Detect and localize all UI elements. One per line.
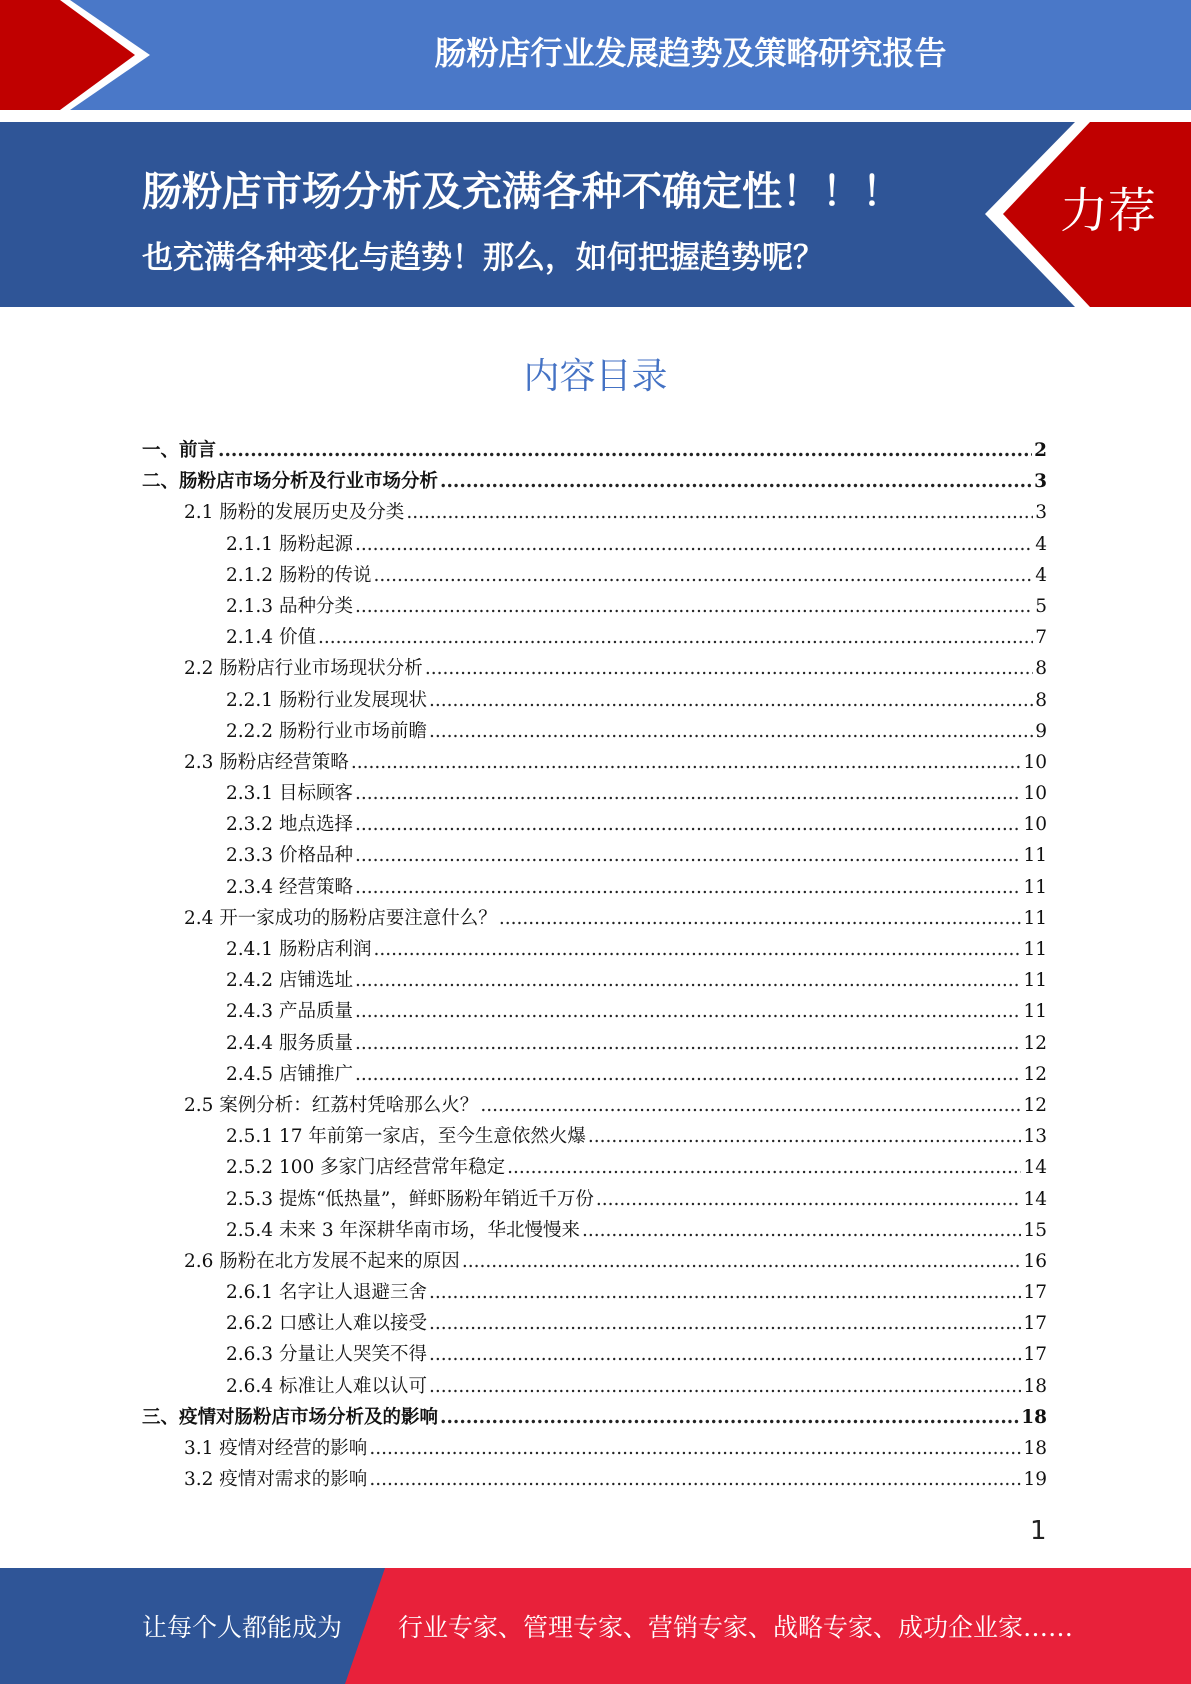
toc-entry[interactable] — [142, 1028, 1047, 1059]
toc-entry-page: 7 — [1035, 627, 1047, 649]
toc-dot-leader — [425, 653, 1033, 684]
toc-entry-label: 2.1.4 价值 — [226, 627, 316, 649]
toc-entry-page: 10 — [1023, 751, 1047, 773]
toc-entry-page: 11 — [1023, 907, 1047, 929]
recommend-badge: 力荐 — [1060, 183, 1157, 239]
toc-dot-leader — [588, 1121, 1022, 1152]
toc-entry-label: 2.5.3 提炼“低热量”，鲜虾肠粉年销近千万份 — [226, 1188, 594, 1210]
toc-dot-leader — [429, 1277, 1021, 1308]
toc-dot-leader — [507, 1152, 1021, 1183]
toc-entry-label: 2.6.1 名字让人退避三舍 — [226, 1282, 427, 1304]
toc-entry-page: 13 — [1023, 1126, 1047, 1148]
toc-entry-label: 三、疫情对肠粉店市场分析及的影响 — [142, 1406, 439, 1428]
toc-entry-page: 12 — [1023, 1063, 1047, 1085]
toc-entry-label: 2.2 肠粉店行业市场现状分析 — [184, 658, 423, 680]
toc-entry-page: 4 — [1035, 564, 1047, 586]
toc-entry[interactable] — [142, 1215, 1047, 1246]
toc-entry[interactable] — [142, 1184, 1047, 1215]
toc-entry-page: 11 — [1023, 845, 1047, 867]
toc-entry-label: 3.1 疫情对经营的影响 — [184, 1438, 368, 1459]
toc-dot-leader — [429, 1339, 1021, 1370]
toc-entry-label: 2.4 开一家成功的肠粉店要注意什么？ — [184, 907, 497, 929]
toc-entry[interactable] — [142, 934, 1047, 965]
toc-dot-leader — [440, 1402, 1019, 1433]
toc-entry-label: 2.5.2 100 多家门店经营常年稳定 — [226, 1157, 506, 1179]
toc-dot-leader — [355, 840, 1022, 871]
toc-dot-leader — [429, 1371, 1021, 1402]
toc-entry-page: 14 — [1023, 1188, 1047, 1210]
toc-entry-page: 12 — [1023, 1094, 1047, 1116]
toc-entry[interactable] — [142, 996, 1047, 1027]
toc-entry-label: 2.6.3 分量让人哭笑不得 — [226, 1344, 427, 1366]
toc-entry-label: 2.3.4 经营策略 — [226, 876, 353, 898]
toc-entry-page: 18 — [1023, 1438, 1047, 1459]
toc-entry-page: 10 — [1023, 814, 1047, 836]
toc-entry-page: 3 — [1034, 471, 1047, 493]
toc-entry-label: 2.2.1 肠粉行业发展现状 — [226, 689, 427, 711]
toc-entry[interactable] — [142, 1339, 1047, 1370]
toc-entry-page: 9 — [1035, 720, 1047, 742]
toc-dot-leader — [429, 685, 1033, 716]
toc-entry-label: 2.4.5 店铺推广 — [226, 1063, 353, 1085]
toc-dot-leader — [355, 1028, 1022, 1059]
toc-entry-page: 17 — [1023, 1344, 1047, 1366]
toc-entry-label: 2.4.1 肠粉店利润 — [226, 939, 372, 960]
toc-entry-label: 2.5.1 17 年前第一家店，至今生意依然火爆 — [226, 1126, 586, 1148]
toc-entry[interactable] — [142, 685, 1047, 716]
toc-dot-leader — [218, 435, 1032, 466]
banner-headline: 肠粉店市场分析及充满各种不确定性！！！ — [142, 169, 902, 215]
toc-entry[interactable] — [142, 903, 1047, 934]
toc-entry-label: 2.3 肠粉店经营策略 — [184, 751, 349, 773]
toc-entry-label: 2.6.4 标准让人难以认可 — [226, 1375, 427, 1397]
toc-entry-page: 5 — [1035, 595, 1047, 617]
toc-dot-leader — [355, 591, 1033, 622]
toc-dot-leader — [355, 965, 1022, 996]
toc-entry-page: 12 — [1023, 1032, 1047, 1054]
toc-entry-label: 2.5 案例分析：红荔村凭啥那么火？ — [184, 1094, 479, 1116]
toc-entry[interactable] — [142, 872, 1047, 903]
page-number: 1 — [1030, 1516, 1047, 1546]
toc-dot-leader — [369, 1464, 1021, 1495]
toc-entry-page: 11 — [1023, 939, 1047, 960]
toc-entry[interactable] — [142, 716, 1047, 747]
toc-entry[interactable] — [142, 747, 1047, 778]
toc-entry-page: 16 — [1023, 1250, 1047, 1272]
toc-dot-leader — [440, 466, 1032, 497]
toc-entry[interactable] — [142, 1277, 1047, 1308]
toc-dot-leader — [355, 529, 1033, 560]
toc-entry[interactable] — [142, 591, 1047, 622]
toc-entry[interactable] — [142, 653, 1047, 684]
toc-dot-leader — [355, 996, 1022, 1027]
toc-entry-page: 2 — [1034, 440, 1047, 461]
toc-dot-leader — [582, 1215, 1021, 1246]
toc-entry-page: 14 — [1023, 1157, 1047, 1179]
toc-entry-label: 2.1.1 肠粉起源 — [226, 533, 353, 555]
toc-dot-leader — [429, 1308, 1021, 1339]
footer-bar — [0, 1568, 1191, 1684]
toc-title: 内容目录 — [523, 356, 668, 397]
toc-entry-label: 二、肠粉店市场分析及行业市场分析 — [142, 471, 439, 493]
toc-entry[interactable] — [142, 529, 1047, 560]
banner-subheadline: 也充满各种变化与趋势！那么，如何把握趋势呢？ — [142, 240, 824, 276]
toc-dot-leader — [596, 1184, 1022, 1215]
toc-dot-leader — [355, 809, 1022, 840]
toc-entry[interactable] — [142, 622, 1047, 653]
toc-entry-page: 10 — [1023, 783, 1047, 805]
toc-entry[interactable] — [142, 1371, 1047, 1402]
toc-dot-leader — [373, 934, 1021, 965]
toc-dot-leader — [355, 1059, 1022, 1090]
toc-entry[interactable] — [142, 1433, 1047, 1464]
toc-entry-page: 15 — [1023, 1219, 1047, 1241]
toc-dot-leader — [355, 778, 1022, 809]
toc-entry-label: 2.3.3 价格品种 — [226, 845, 353, 867]
toc-entry[interactable] — [142, 1059, 1047, 1090]
toc-entry-page: 17 — [1023, 1313, 1047, 1335]
toc-entry-page: 18 — [1023, 1375, 1047, 1397]
toc-dot-leader — [369, 1433, 1021, 1464]
toc-entry-label: 3.2 疫情对需求的影响 — [184, 1469, 368, 1491]
toc-entry-page: 3 — [1035, 502, 1047, 524]
toc-entry-page: 18 — [1021, 1406, 1047, 1428]
table-of-contents — [142, 435, 1047, 1495]
toc-entry-page: 8 — [1035, 658, 1047, 680]
toc-entry-label: 2.6 肠粉在北方发展不起来的原因 — [184, 1250, 460, 1272]
toc-entry[interactable] — [142, 497, 1047, 528]
toc-entry-label: 2.5.4 未来 3 年深耕华南市场，华北慢慢来 — [226, 1219, 580, 1241]
toc-entry-page: 4 — [1035, 533, 1047, 555]
toc-dot-leader — [318, 622, 1033, 653]
toc-entry[interactable] — [142, 1464, 1047, 1495]
headline-banner — [0, 122, 1191, 307]
toc-entry-label: 2.4.4 服务质量 — [226, 1032, 353, 1054]
toc-entry-label: 2.2.2 肠粉行业市场前瞻 — [226, 720, 427, 742]
toc-dot-leader — [373, 560, 1033, 591]
toc-entry-label: 2.3.1 目标顾客 — [226, 783, 353, 805]
footer-slogan: 让每个人都能成为 — [142, 1613, 343, 1642]
toc-entry-page: 19 — [1023, 1469, 1047, 1491]
toc-entry-label: 2.1.3 品种分类 — [226, 595, 353, 617]
toc-entry[interactable] — [142, 1402, 1047, 1433]
toc-dot-leader — [355, 872, 1022, 903]
toc-entry[interactable] — [142, 840, 1047, 871]
toc-entry-label: 2.4.3 产品质量 — [226, 1001, 353, 1023]
toc-entry-label: 2.6.2 口感让人难以接受 — [226, 1313, 427, 1335]
toc-dot-leader — [462, 1246, 1022, 1277]
toc-entry-page: 8 — [1035, 689, 1047, 711]
toc-entry[interactable] — [142, 466, 1047, 497]
toc-entry-label: 2.1.2 肠粉的传说 — [226, 564, 372, 586]
toc-entry-label: 2.4.2 店铺选址 — [226, 970, 353, 992]
top-header-bar — [0, 0, 1191, 110]
toc-entry[interactable] — [142, 1152, 1047, 1183]
toc-entry[interactable] — [142, 1090, 1047, 1121]
toc-dot-leader — [351, 747, 1022, 778]
toc-entry-label: 2.3.2 地点选择 — [226, 814, 353, 836]
toc-dot-leader — [480, 1090, 1021, 1121]
report-title: 肠粉店行业发展趋势及策略研究报告 — [434, 34, 947, 72]
toc-entry-label: 一、前言 — [142, 440, 217, 461]
toc-dot-leader — [429, 716, 1033, 747]
toc-entry[interactable] — [142, 1121, 1047, 1152]
toc-entry-page: 11 — [1023, 1001, 1047, 1023]
toc-entry[interactable] — [142, 809, 1047, 840]
toc-entry-page: 11 — [1023, 876, 1047, 898]
toc-entry[interactable] — [142, 965, 1047, 996]
toc-entry-page: 17 — [1023, 1282, 1047, 1304]
toc-entry[interactable] — [142, 435, 1047, 466]
toc-entry[interactable] — [142, 1246, 1047, 1277]
toc-entry-page: 11 — [1023, 970, 1047, 992]
toc-entry[interactable] — [142, 560, 1047, 591]
toc-dot-leader — [499, 903, 1022, 934]
toc-entry-label: 2.1 肠粉的发展历史及分类 — [184, 502, 405, 524]
red-arrow-icon — [0, 0, 150, 110]
footer-roles: 行业专家、管理专家、营销专家、战略专家、成功企业家…… — [398, 1613, 1074, 1642]
toc-dot-leader — [406, 497, 1033, 528]
toc-entry[interactable] — [142, 1308, 1047, 1339]
toc-entry[interactable] — [142, 778, 1047, 809]
